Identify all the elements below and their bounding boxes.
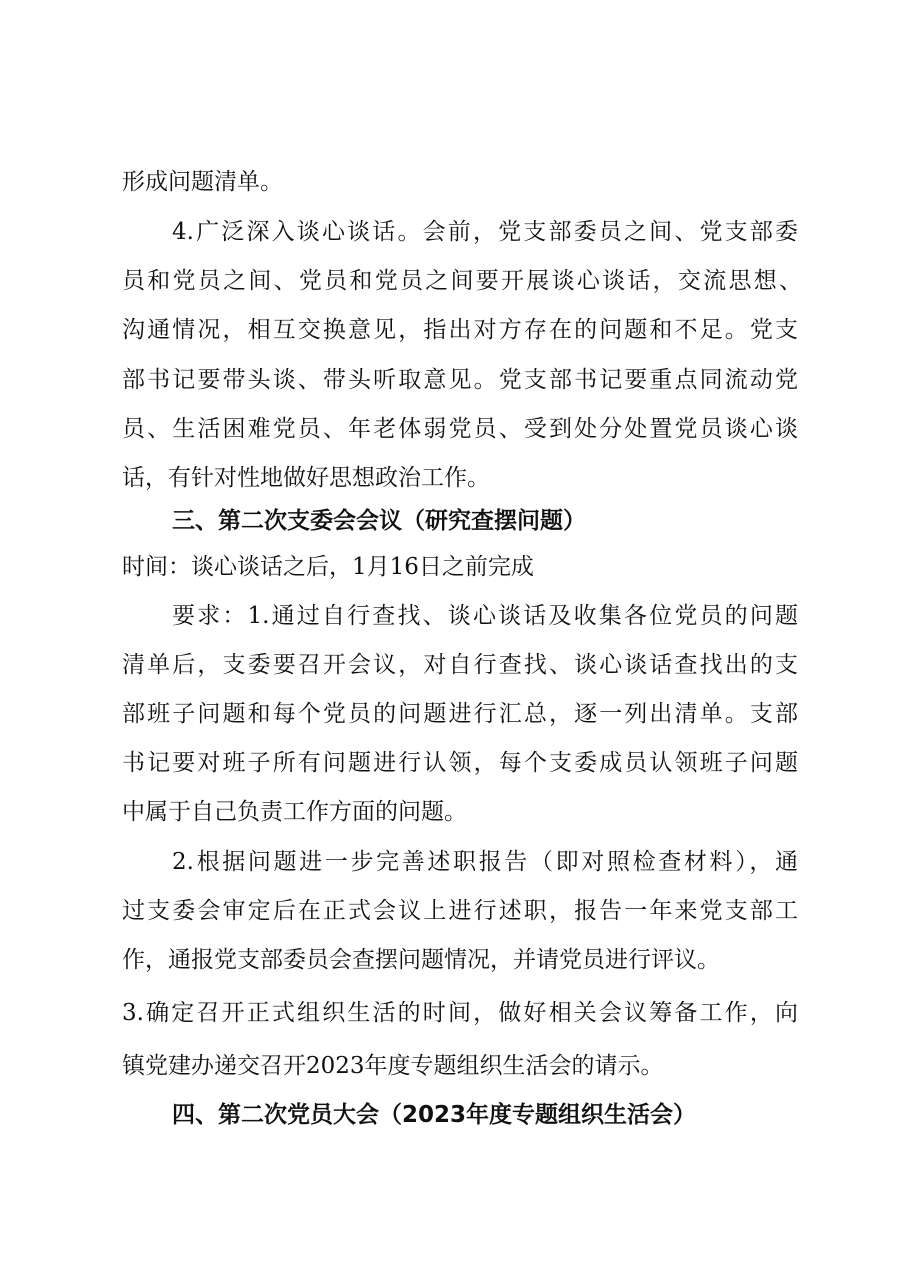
item4-line-5: 员、生活困难党员、年老体弱党员、受到处分处置党员谈心谈 [122, 416, 798, 442]
section3-heading: 三、第二次支委会会议（研究查摆问题） [172, 508, 586, 534]
req1-line-3: 部班子问题和每个党员的问题进行汇总，逐一列出清单。支部 [122, 701, 798, 727]
req2-line-2: 过支委会审定后在正式会议上进行述职，报告一年来党支部工 [122, 898, 798, 924]
item4-line-1: 4.广泛深入谈心谈话。会前，党支部委员之间、党支部委 [172, 219, 798, 245]
item4-line-3: 沟通情况，相互交换意见，指出对方存在的问题和不足。党支 [122, 317, 798, 343]
paragraph-tail: 形成问题清单。 [122, 169, 283, 195]
section3-time: 时间：谈心谈话之后，1月16日之前完成 [122, 554, 534, 580]
req3-line-1: 3.确定召开正式组织生活的时间，做好相关会议筹备工作，向 [122, 1000, 798, 1026]
req2-line-3: 作，通报党支部委员会查摆问题情况，并请党员进行评议。 [122, 947, 720, 973]
section4-heading: 四、第二次党员大会（2023年度专题组织生活会） [172, 1102, 697, 1128]
item4-line-2: 员和党员之间、党员和党员之间要开展谈心谈话，交流思想、 [122, 268, 802, 294]
req1-line-5: 中属于自己负责工作方面的问题。 [122, 799, 467, 825]
req2-line-1: 2.根据问题进一步完善述职报告（即对照检查材料），通 [172, 849, 798, 875]
item4-line-6: 话，有针对性地做好思想政治工作。 [122, 465, 490, 491]
item4-line-4: 部书记要带头谈、带头听取意见。党支部书记要重点同流动党 [122, 367, 798, 393]
req1-line-4: 书记要对班子所有问题进行认领，每个支委成员认领班子问题 [122, 750, 798, 776]
req3-line-2: 镇党建办递交召开2023年度专题组织生活会的请示。 [122, 1053, 664, 1079]
req1-line-1: 要求：1.通过自行查找、谈心谈话及收集各位党员的问题 [172, 603, 798, 629]
req1-line-2: 清单后，支委要召开会议，对自行查找、谈心谈话查找出的支 [122, 652, 798, 678]
